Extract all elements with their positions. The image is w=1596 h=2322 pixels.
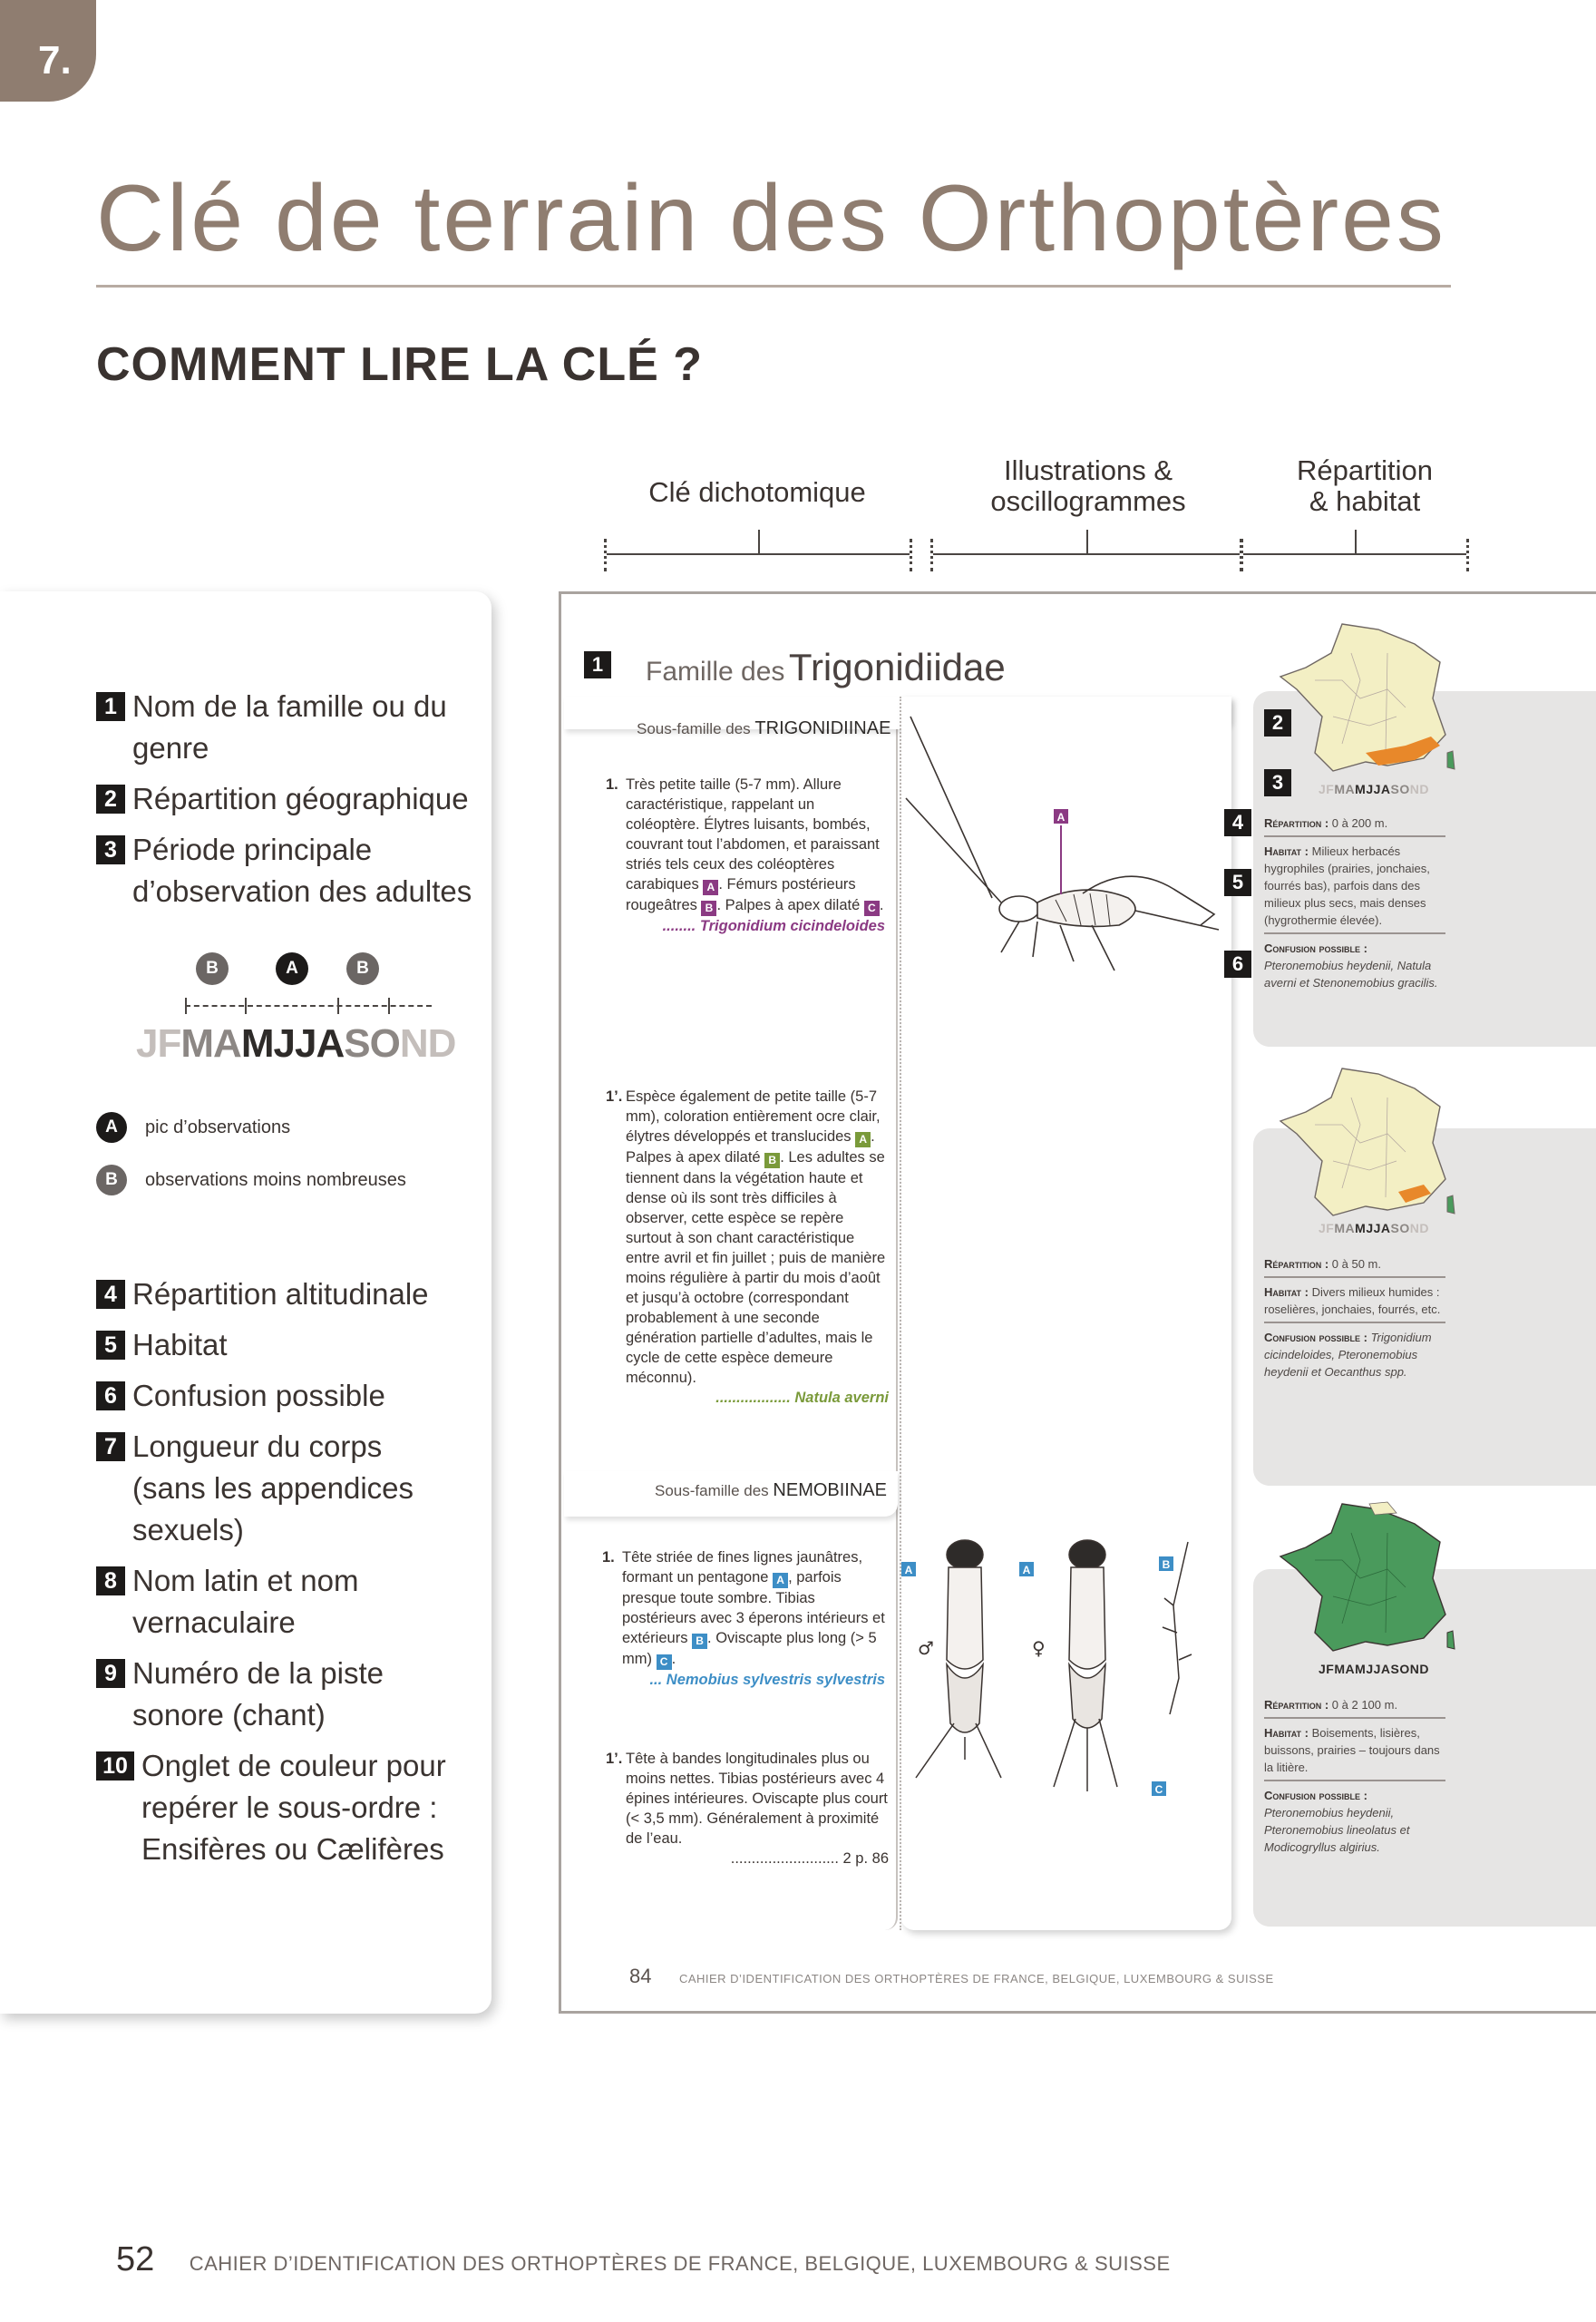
- month-strip: [136, 1021, 455, 1067]
- month: A: [316, 1021, 345, 1066]
- month: A: [213, 1021, 241, 1066]
- example-number-4: 4: [1224, 809, 1251, 836]
- subfamily-2-label: [655, 1480, 887, 1501]
- month: A: [1345, 1221, 1356, 1235]
- couplet-2-prime: [606, 1749, 889, 1868]
- marker-b-right: B: [346, 952, 379, 985]
- legend-number: 6: [96, 1381, 125, 1410]
- legend-label: Confusion possible: [132, 1379, 385, 1412]
- month: J: [136, 1021, 158, 1066]
- family-title: [646, 646, 1006, 689]
- key-a-row: [96, 1112, 290, 1143]
- month: M: [1334, 1662, 1346, 1676]
- altitude-value: 0 à 50 m.: [1331, 1257, 1381, 1271]
- phenology-example: [136, 952, 456, 1088]
- couplet-text: . Oviscapte plus long (> 5 mm): [622, 1630, 877, 1667]
- panel-2-info: [1264, 1255, 1445, 1381]
- label-a-text: A: [1022, 1564, 1031, 1576]
- legend-number: 7: [96, 1432, 125, 1461]
- label-a: A: [773, 1573, 788, 1588]
- couplet-number: 1.: [606, 776, 618, 793]
- species-name: ........ Trigonidium cicindeloides: [662, 918, 885, 934]
- subfamily-1-label: [637, 718, 890, 739]
- legend-item: [96, 1426, 423, 1551]
- legend-number: 10: [96, 1751, 134, 1781]
- confusion-value: Pteronemobius heydenii, Natula averni et Stenonemobius gracilis.: [1264, 959, 1438, 990]
- legend-item: [96, 1745, 459, 1870]
- month: M: [180, 1021, 214, 1066]
- couplet-text: .: [671, 1651, 676, 1667]
- month: O: [1399, 782, 1410, 796]
- panel-3-months: [1319, 1662, 1429, 1676]
- legend-label: Habitat: [132, 1328, 228, 1361]
- month: J: [1373, 782, 1381, 796]
- month: S: [1390, 1221, 1400, 1235]
- couplet-text: . Palpes à apex dilaté: [626, 1128, 875, 1166]
- month: S: [344, 1021, 370, 1066]
- example-page-number: 84: [629, 1965, 652, 1987]
- couplet-text: Tête à bandes longitudinales plus ou moins nettes. Tibias postérieurs avec 4 épines intérieures. Oviscapte plus court (< 3,5 mm). Généralement à proximité de l’eau.: [626, 1751, 888, 1847]
- bracket-illustrations: [930, 539, 1242, 571]
- female-symbol: ♀: [1032, 1637, 1046, 1659]
- example-number-3: 3: [1264, 769, 1291, 796]
- legend-number: 5: [96, 1331, 125, 1360]
- couplet-number: 1.: [602, 1549, 615, 1566]
- month: J: [1373, 1662, 1381, 1676]
- family-prefix: Famille des: [646, 657, 785, 687]
- legend-item: [96, 686, 486, 769]
- map-3: [1279, 1497, 1460, 1660]
- month: J: [1319, 1221, 1327, 1235]
- label-c: C: [864, 901, 880, 916]
- month: J: [1366, 1221, 1374, 1235]
- month: F: [157, 1021, 181, 1066]
- altitude-title: Répartition :: [1264, 816, 1329, 830]
- legend-item: [96, 1273, 486, 1315]
- month: A: [1345, 1662, 1356, 1676]
- couplet-text: . Palpes à apex dilaté: [716, 897, 861, 913]
- phenology-line: [185, 1005, 432, 1007]
- example-number-6: 6: [1224, 951, 1251, 978]
- couplet-text: , parfois presque toute sombre. Tibias postérieurs avec 3 éperons intérieurs et extérieurs: [622, 1569, 885, 1646]
- month: O: [369, 1021, 400, 1066]
- marker-b-left: B: [196, 952, 229, 985]
- bracket-distribution: [1241, 539, 1469, 571]
- month: M: [1334, 782, 1346, 796]
- chapter-tab: [0, 0, 96, 102]
- month: J: [1366, 782, 1374, 796]
- legend-label: Répartition altitudinale: [132, 1277, 429, 1311]
- label-c: C: [657, 1654, 672, 1670]
- habitat-title: Habitat :: [1264, 1285, 1309, 1299]
- label-b: B: [692, 1634, 707, 1649]
- label-b: B: [764, 1153, 780, 1168]
- legend-label: Période principale d’observation des adultes: [132, 833, 472, 908]
- nemobius-illustration: [901, 1533, 1228, 1796]
- key-b-symbol: B: [96, 1165, 127, 1195]
- title-rule: [96, 285, 1451, 288]
- couplet-text: Très petite taille (5-7 mm). Allure caractéristique, rappelant un coléoptère. Élytres luisants, bombés, couvrant tout l’abdomen, et paraissant striés tels ceux des coléoptères carabiques: [626, 776, 880, 893]
- label-a: A: [703, 880, 718, 895]
- page-title: Clé de terrain des Orthoptères: [96, 166, 1446, 271]
- example-page-footer: [629, 1965, 1274, 1988]
- family-name: Trigonidiidae: [788, 646, 1006, 688]
- key-a-label: pic d’observations: [145, 1117, 291, 1137]
- altitude-value: 0 à 2 100 m.: [1331, 1698, 1398, 1712]
- panel-2-months: [1319, 1221, 1429, 1235]
- habitat-value: Boisements, lisières, buissons, prairies – toujours dans la litière.: [1264, 1726, 1440, 1774]
- month: N: [399, 1021, 428, 1066]
- month: A: [1380, 1221, 1391, 1235]
- bracket-key: [604, 539, 912, 571]
- legend-label: Nom latin et nom vernaculaire: [132, 1564, 359, 1639]
- legend-number: 9: [96, 1659, 125, 1688]
- month: D: [1419, 1662, 1430, 1676]
- habitat-value: Divers milieux humides : roselières, jonchaies, fourrés, etc.: [1264, 1285, 1441, 1316]
- legend-list-bottom: [96, 1273, 486, 1879]
- map-2: [1279, 1061, 1460, 1224]
- panel-3-info: [1264, 1696, 1445, 1856]
- legend-item: [96, 829, 486, 912]
- month: O: [1399, 1662, 1410, 1676]
- key-a-symbol: A: [96, 1112, 127, 1143]
- month: S: [1390, 1662, 1400, 1676]
- confusion-title: Confusion possible :: [1264, 941, 1367, 955]
- page-number: 52: [116, 2240, 155, 2278]
- month: J: [294, 1021, 316, 1066]
- subfamily-name: TRIGONIDIINAE: [754, 718, 891, 738]
- legend-number: 8: [96, 1566, 125, 1595]
- habitat-value: Milieux herbacés hygrophiles (prairies, jonchaies, fourrés bas), parfois dans des milieux plus secs, mais denses (hygrothermie élevée).: [1264, 844, 1430, 927]
- month: N: [1409, 1221, 1420, 1235]
- legend-label: Répartition géographique: [132, 782, 469, 815]
- legend-number: 1: [96, 692, 125, 721]
- page-footer: [116, 2240, 1171, 2279]
- month: M: [1334, 1221, 1346, 1235]
- altitude-title: Répartition :: [1264, 1698, 1329, 1712]
- legend-number: 2: [96, 785, 125, 814]
- page-reference: 2 p. 86: [842, 1850, 889, 1867]
- phenology-tick: [245, 998, 247, 1014]
- panel-1-info: [1264, 815, 1445, 991]
- month: F: [1326, 782, 1335, 796]
- confusion-value: Trigonidium cicindeloides, Pteronemobius heydenii et Oecanthus spp.: [1264, 1331, 1432, 1379]
- confusion-title: Confusion possible :: [1264, 1331, 1367, 1344]
- marker-a: A: [276, 952, 308, 985]
- label-a-text: A: [904, 1564, 913, 1576]
- month: J: [1319, 1662, 1327, 1676]
- couplet-text: . Fémurs postérieurs rougeâtres: [626, 876, 856, 913]
- month: D: [1419, 1221, 1430, 1235]
- species-name: .................. Natula averni: [715, 1390, 889, 1406]
- couplet-1: [606, 775, 885, 936]
- example-number-1: 1: [584, 651, 611, 678]
- example-number-5: 5: [1224, 869, 1251, 896]
- map-1: [1279, 617, 1460, 780]
- subfamily-name: NEMOBIINAE: [773, 1480, 887, 1500]
- legend-label: Longueur du corps (sans les appendices sexuels): [132, 1429, 414, 1546]
- month: S: [1390, 782, 1400, 796]
- month: N: [1409, 782, 1420, 796]
- species-latin: Nemobius sylvestris sylvestris: [666, 1672, 885, 1688]
- month: N: [1409, 1662, 1420, 1676]
- month: J: [1366, 1662, 1374, 1676]
- species-name: ... Nemobius sylvestris sylvestris: [649, 1672, 885, 1688]
- key-b-label: observations moins nombreuses: [145, 1169, 406, 1190]
- month: M: [240, 1021, 274, 1066]
- couplet-text: Espèce également de petite taille (5-7 mm), coloration entièrement ocre clair, élytres développés et translucides: [626, 1088, 881, 1145]
- legend-list-top: [96, 686, 486, 922]
- example-page-footer-text: CAHIER D’IDENTIFICATION DES ORTHOPTÈRES DE FRANCE, BELGIQUE, LUXEMBOURG & SUISSE: [678, 1972, 1274, 1985]
- legend-item: [96, 1653, 386, 1736]
- confusion-value: Pteronemobius heydenii, Pteronemobius lineolatus et Modicogryllus algirius.: [1264, 1806, 1410, 1854]
- month: M: [1355, 1221, 1367, 1235]
- label-a-text: A: [1056, 811, 1066, 824]
- legend-item: [96, 778, 486, 820]
- cricket-illustration: [901, 707, 1228, 980]
- chapter-number: 7.: [38, 38, 72, 83]
- confusion-title: Confusion possible :: [1264, 1789, 1367, 1802]
- couplet-number: 1’.: [606, 1088, 623, 1105]
- month: J: [1319, 782, 1327, 796]
- month: O: [1399, 1221, 1410, 1235]
- month: A: [1345, 782, 1356, 796]
- label-b-text: B: [1162, 1558, 1171, 1571]
- subfamily-prefix: Sous-famille des: [637, 720, 751, 737]
- phenology-tick: [185, 998, 187, 1014]
- male-symbol: ♂: [918, 1637, 934, 1659]
- couplet-number: 1’.: [606, 1751, 623, 1767]
- phenology-tick: [388, 998, 390, 1014]
- legend-label: Onglet de couleur pour repérer le sous-ordre : Ensifères ou Cælifères: [141, 1749, 446, 1866]
- subfamily-prefix: Sous-famille des: [655, 1482, 769, 1499]
- label-c-text: C: [1154, 1783, 1163, 1796]
- month: D: [427, 1021, 456, 1066]
- month: D: [1419, 782, 1430, 796]
- label-a: A: [855, 1132, 871, 1147]
- column-header-key: Clé dichotomique: [648, 476, 866, 508]
- month: M: [1355, 1662, 1367, 1676]
- couplet-text: Tête striée de fines lignes jaunâtres, formant un pentagone: [622, 1549, 863, 1585]
- legend-item: [96, 1375, 486, 1417]
- month: J: [1373, 1221, 1381, 1235]
- legend-item: [96, 1560, 386, 1644]
- phenology-tick: [337, 998, 339, 1014]
- month: A: [1380, 782, 1391, 796]
- column-header-distribution: Répartition & habitat: [1297, 454, 1433, 517]
- legend-label: Nom de la famille ou du genre: [132, 689, 447, 765]
- species-latin: Natula averni: [794, 1390, 889, 1406]
- habitat-title: Habitat :: [1264, 844, 1309, 858]
- couplet-2: [602, 1547, 885, 1690]
- legend-item: [96, 1324, 486, 1366]
- month: F: [1326, 1662, 1335, 1676]
- month: A: [1380, 1662, 1391, 1676]
- month: J: [273, 1021, 295, 1066]
- page-footer-text: CAHIER D’IDENTIFICATION DES ORTHOPTÈRES DE FRANCE, BELGIQUE, LUXEMBOURG & SUISSE: [189, 2252, 1171, 2275]
- couplet-text: .: [879, 897, 884, 913]
- column-header-illustrations: Illustrations & oscillogrammes: [990, 454, 1186, 517]
- legend-number: 4: [96, 1280, 125, 1309]
- key-b-row: [96, 1165, 406, 1195]
- month: F: [1326, 1221, 1335, 1235]
- example-number-2: 2: [1264, 709, 1291, 737]
- altitude-title: Répartition :: [1264, 1257, 1329, 1271]
- section-heading: COMMENT LIRE LA CLÉ ?: [96, 338, 704, 391]
- panel-1-months: [1319, 782, 1429, 796]
- legend-label: Numéro de la piste sonore (chant): [132, 1656, 384, 1732]
- couplet-text: . Les adultes se tiennent dans la végétation haute et dense où ils sont très difficiles à observer, cette espèce se repère surtout à son chant caractéristique entre avril et fin juillet ; puis de manière moins régulière à partir du mois d’août et jusqu’à octobre (correspondant probablement à une seconde génération partielle d’adultes, mais le cycle de cette espèce demeure méconnu).: [626, 1149, 886, 1386]
- legend-number: 3: [96, 835, 125, 864]
- habitat-title: Habitat :: [1264, 1726, 1309, 1740]
- couplet-1-prime: [606, 1087, 889, 1408]
- altitude-value: 0 à 200 m.: [1331, 816, 1388, 830]
- couplet-reference: .......................... 2 p. 86: [730, 1850, 889, 1867]
- month: M: [1355, 782, 1367, 796]
- species-latin: Trigonidium cicindeloides: [699, 918, 885, 934]
- label-b: B: [701, 901, 716, 916]
